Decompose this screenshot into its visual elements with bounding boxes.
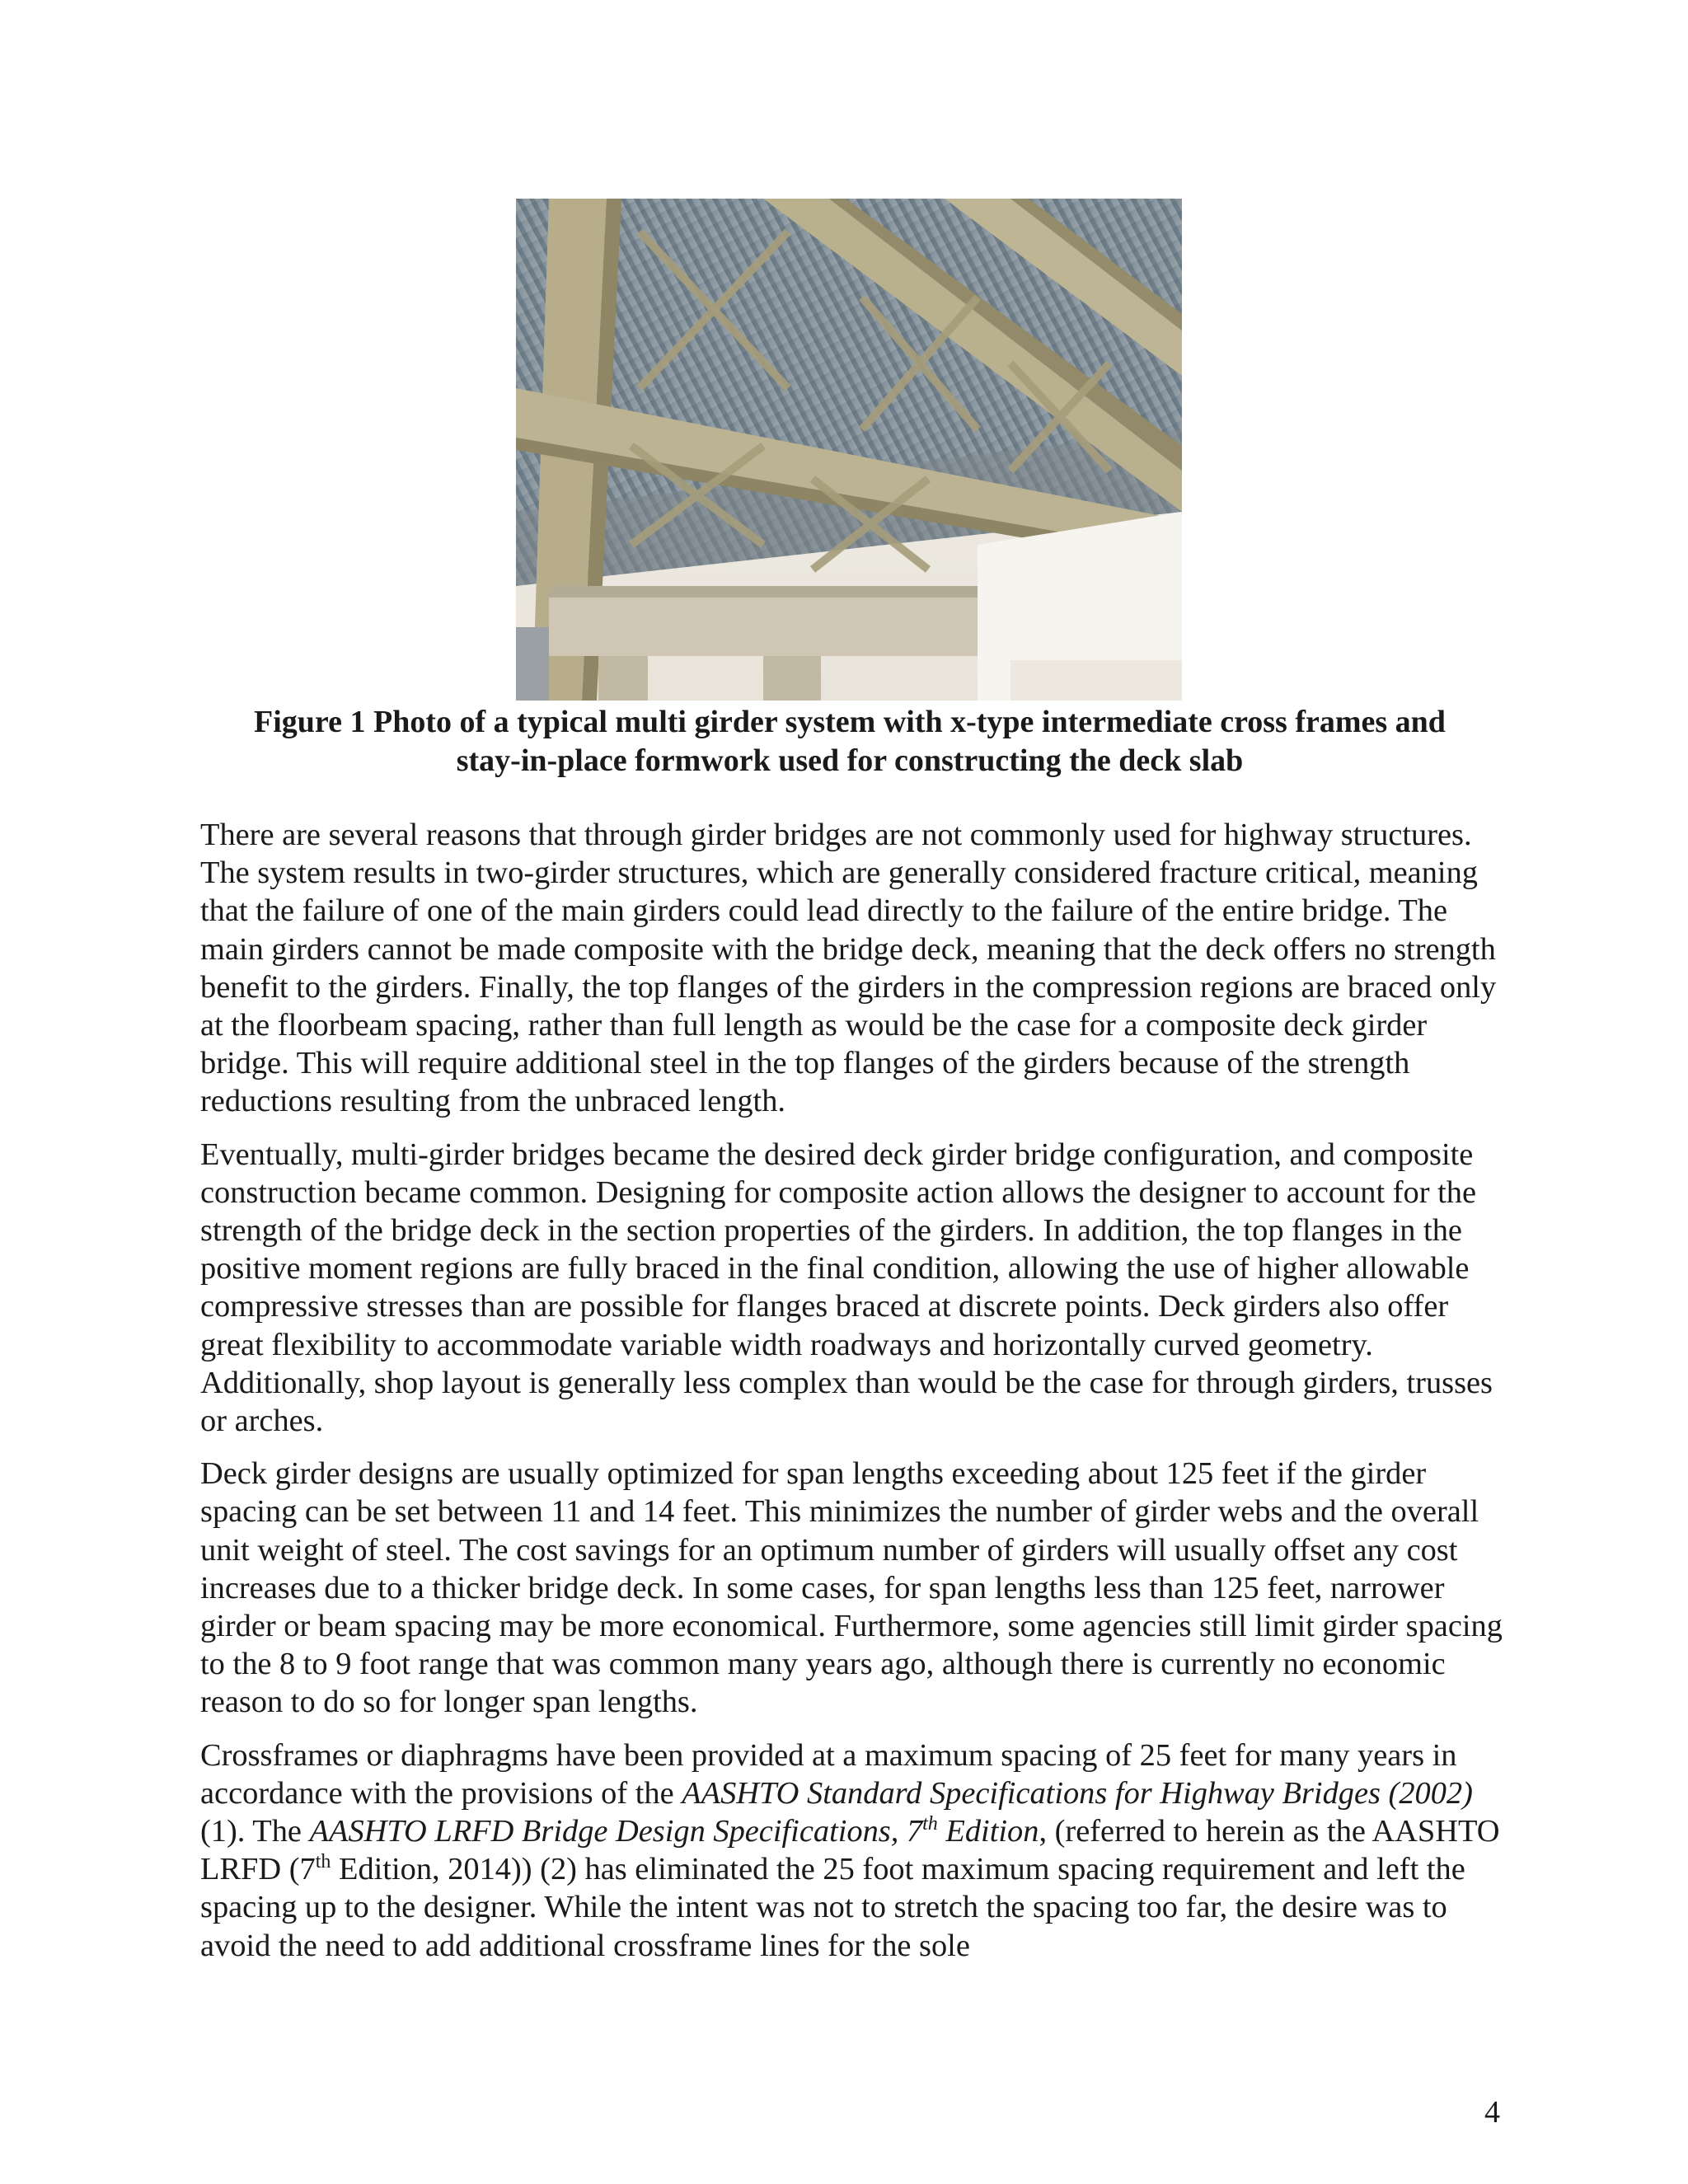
body-text — [200, 816, 1511, 1980]
paragraph-crossframes-text-3: , (referred to herein as the AASHTO LRFD (7 — [200, 1814, 1500, 1887]
paragraph-multi-girder-bridges: Eventually, multi-girder bridges became the desired deck girder bridge configuration, and composite construction became common. Designing for composite action allows the designer to account for the strength of the bridge deck in the section properties of the girders. In addition, the top flanges in the positive moment regions are fully braced in the final condition, allowing the use of higher allowable compressive stresses than are possible for flanges braced at discrete points. Deck girders also offer great flexibility to accommodate variable width roadways and horizontally curved geometry. Additionally, shop layout is generally less complex than would be the case for through girders, trusses or arches. — [200, 1137, 1493, 1439]
bridge-girder-photo — [516, 199, 1182, 701]
figure-caption-line-2: stay-in-place formwork used for constructing the deck slab — [456, 743, 1244, 778]
citation-edition-superscript: th — [922, 1813, 938, 1835]
girder-photo-illustration — [516, 199, 1182, 701]
paragraph-deck-girder-designs: Deck girder designs are usually optimized for span lengths exceeding about 125 feet if the girder spacing can be set between 11 and 14 feet. This minimizes the number of girder webs and the overall unit weight of steel. The cost savings for an optimum number of girders will usually offset any cost increases due to a thicker bridge deck. In some cases, for span lengths less than 125 feet, narrower girder or beam spacing may be more economical. Furthermore, some agencies still limit girder spacing to the 8 to 9 foot range that was common many years ago, although there is currently no economic reason to do so for longer span lengths. — [200, 1456, 1503, 1720]
edition-superscript: th — [315, 1851, 331, 1873]
paragraph-crossframes-text-2: (1). The — [200, 1814, 310, 1849]
paragraph-crossframes-text-4: Edition, 2014)) (2) has eliminated the 25 foot maximum spacing requirement and left the spacing up to the designer. While the intent was not to stretch the spacing too far, the desire was to avoid the need to add additional crossframe lines for the sole — [200, 1852, 1465, 1963]
paragraph-crossframes — [200, 1736, 1511, 1965]
figure-caption-line-1: Figure 1 Photo of a typical multi girder system with x-type intermediate cross frames and — [254, 705, 1446, 739]
paragraph-through-girder-reasons: There are several reasons that through girder bridges are not commonly used for highway structures. The system results in two-girder structures, which are generally considered fracture critical, meaning that the failure of one of the main girders could lead directly to the failure of the entire bridge. The main girders cannot be made composite with the bridge deck, meaning that the deck offers no strength benefit to the girders. Finally, the top flanges of the girders in the compression regions are braced only at the floorbeam spacing, rather than full length as would be the case for a composite deck girder bridge. This will require additional steel in the top flanges of the girders because of the strength reductions resulting from the unbraced length. — [200, 818, 1497, 1119]
citation-aashto-standard-specs: AASHTO Standard Specifications for Highway Bridges (2002) — [682, 1775, 1473, 1811]
paragraph-crossframes-text-1: Crossframes or diaphragms have been provided at a maximum spacing of 25 feet for many years in accordance with the provisions of the — [200, 1737, 1457, 1811]
citation-edition-word: Edition — [937, 1814, 1039, 1849]
figure-caption — [200, 703, 1499, 780]
page-number: 4 — [1484, 2095, 1500, 2130]
citation-aashto-lrfd-title: AASHTO LRFD Bridge Design Specifications, 7 — [309, 1814, 923, 1849]
citation-aashto-lrfd-specs — [310, 1814, 1039, 1849]
